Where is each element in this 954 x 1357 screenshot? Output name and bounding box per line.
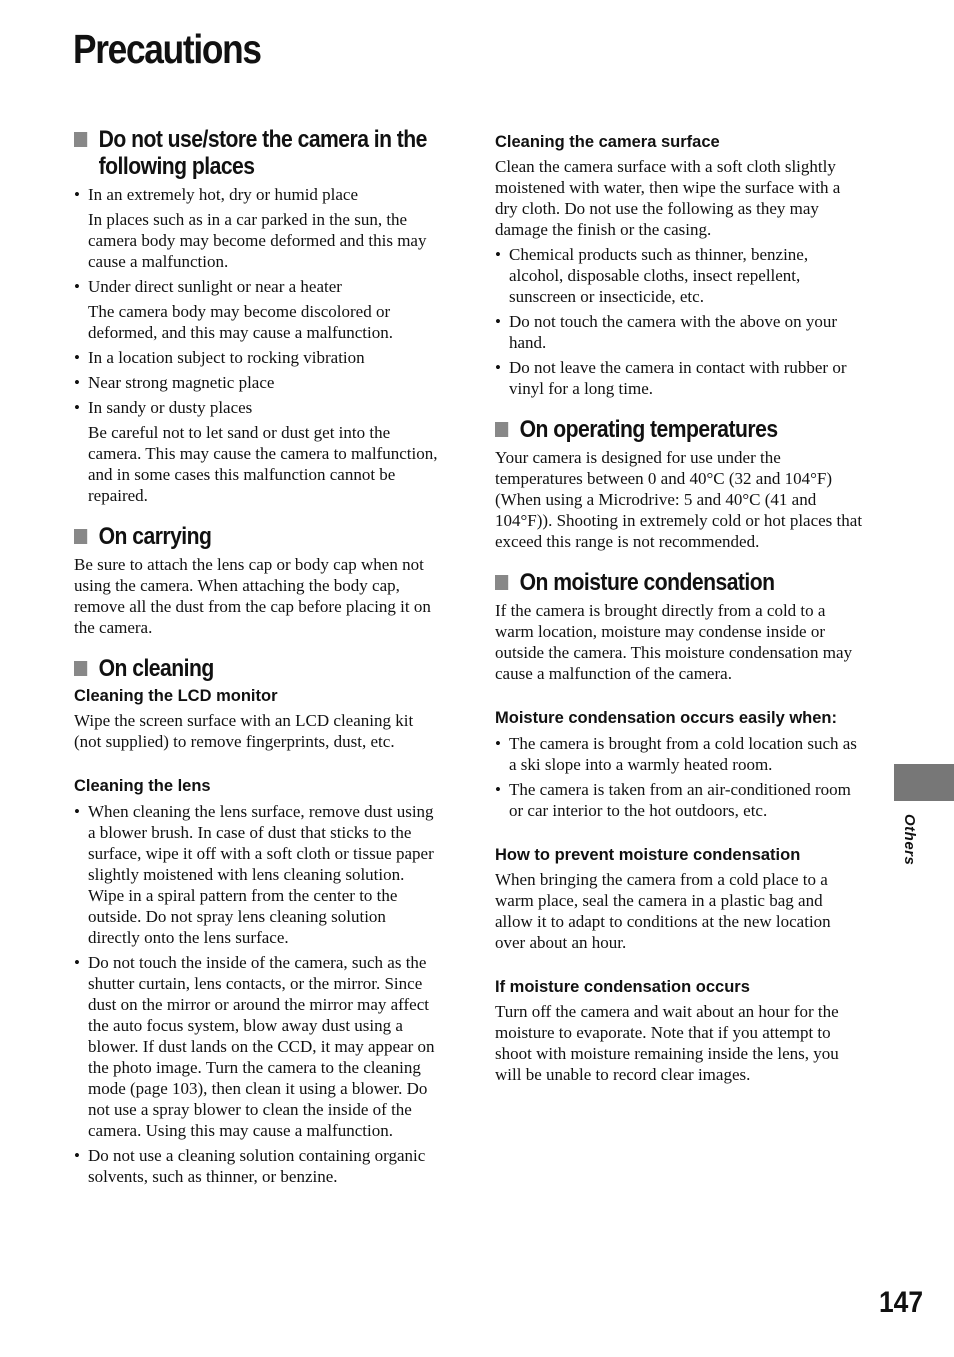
temperatures-text: Your camera is designed for use under the temperatures between 0 and 40°C (32 and 104°F) (When using a Microdrive: 5 and 40°C (41 and 104°F)). Shooting in extremely cold or hot places that exceed this range is not recommended. <box>495 448 863 551</box>
subheading-lens: Cleaning the lens <box>74 777 211 795</box>
prevent-text: When bringing the camera from a cold place to a warm place, seal the camera in a plastic bag and allow it to adapt to conditions at the new location over about an hour. <box>495 870 831 952</box>
subheading-occurs: Moisture condensation occurs easily when: <box>495 709 837 727</box>
if-occurs-text: Turn off the camera and wait about an hour for the moisture to evaporate. Note that if you attempt to shoot with moisture remaining inside the lens, you will be unable to record clear images. <box>495 1002 839 1084</box>
list-item: • Under direct sunlight or near a heater <box>74 276 442 297</box>
section-heading-moisture: On moisture condensation <box>495 569 889 596</box>
square-bullet-icon <box>74 529 87 544</box>
lens-list <box>74 801 442 1187</box>
side-tab-marker <box>894 764 954 801</box>
square-bullet-icon <box>74 661 87 676</box>
square-bullet-icon <box>74 132 87 147</box>
square-bullet-icon <box>495 575 508 590</box>
occurs-list <box>495 733 863 821</box>
subheading-if-occurs: If moisture condensation occurs <box>495 978 750 996</box>
list-item: • In sandy or dusty places <box>74 397 442 418</box>
list-item: • Do not use a cleaning solution containing organic solvents, such as thinner, or benzine. <box>74 1145 442 1187</box>
list-item: • Do not leave the camera in contact with rubber or vinyl for a long time. <box>495 357 863 399</box>
surface-list <box>495 244 863 399</box>
list-item: • Do not touch the inside of the camera, such as the shutter curtain, lens contacts, or the mirror. Since dust on the mirror or around the mirror may affect the auto focus system, blow away dust using a blower. If dust lands on the CCD, it may appear on the photo image. Turn the camera to the cleaning mode (page 103), then clean it using a blower. Do not use a spray blower to clean the inside of the camera. Using this may cause a malfunction. <box>74 952 442 1141</box>
left-column <box>74 126 442 1187</box>
subheading-lcd: Cleaning the LCD monitor <box>74 687 278 705</box>
side-tab-label: Others <box>901 814 918 866</box>
section-heading-temperatures: On operating temperatures <box>495 416 889 443</box>
lcd-text: Wipe the screen surface with an LCD cleaning kit (not supplied) to remove fingerprints, dust, etc. <box>74 711 414 751</box>
list-item-note: The camera body may become discolored or deformed, and this may cause a malfunction. <box>88 302 393 342</box>
square-bullet-icon <box>495 422 508 437</box>
storage-list <box>74 184 442 506</box>
surface-text: Clean the camera surface with a soft cloth slightly moistened with water, then wipe the surface with a dry cloth. Do not use the following as they may damage the finish or the casing. <box>495 157 841 239</box>
section-heading-cleaning: On cleaning <box>74 655 468 682</box>
list-item: • In an extremely hot, dry or humid place <box>74 184 442 205</box>
list-item: • In a location subject to rocking vibration <box>74 347 442 368</box>
list-item: • The camera is brought from a cold location such as a ski slope into a warmly heated room. <box>495 733 863 775</box>
list-item-note: Be careful not to let sand or dust get into the camera. This may cause the camera to malfunction, and in some cases this malfunction cannot be repaired. <box>88 423 438 505</box>
page-title: Precautions <box>73 26 261 72</box>
list-item: • Do not touch the camera with the above on your hand. <box>495 311 863 353</box>
right-column <box>495 132 863 1085</box>
list-item: • The camera is taken from an air-conditioned room or car interior to the hot outdoors, etc. <box>495 779 863 821</box>
moisture-text: If the camera is brought directly from a cold to a warm location, moisture may condense inside or outside the camera. This moisture condensation may cause a malfunction of the camera. <box>495 601 853 683</box>
page-number: 147 <box>879 1286 924 1319</box>
list-item: • Chemical products such as thinner, benzine, alcohol, disposable cloths, insect repellent, sunscreen or insecticide, etc. <box>495 244 863 307</box>
list-item-note: In places such as in a car parked in the sun, the camera body may become deformed and this may cause a malfunction. <box>88 210 427 271</box>
subheading-surface: Cleaning the camera surface <box>495 133 720 151</box>
list-item: • When cleaning the lens surface, remove dust using a blower brush. In case of dust that sticks to the surface, wipe it off with a soft cloth or tissue paper slightly moistened with lens cleaning solution. Wipe in a spiral pattern from the center to the outside. Do not spray lens cleaning solution directly onto the lens surface. <box>74 801 442 948</box>
section-heading-carrying: On carrying <box>74 523 468 550</box>
carrying-text: Be sure to attach the lens cap or body cap when not using the camera. When attaching the body cap, remove all the dust from the cap before placing it on the camera. <box>74 555 431 637</box>
list-item: • Near strong magnetic place <box>74 372 442 393</box>
subheading-prevent: How to prevent moisture condensation <box>495 846 801 864</box>
section-heading-storage: Do not use/store the camera in the following places <box>74 126 468 180</box>
